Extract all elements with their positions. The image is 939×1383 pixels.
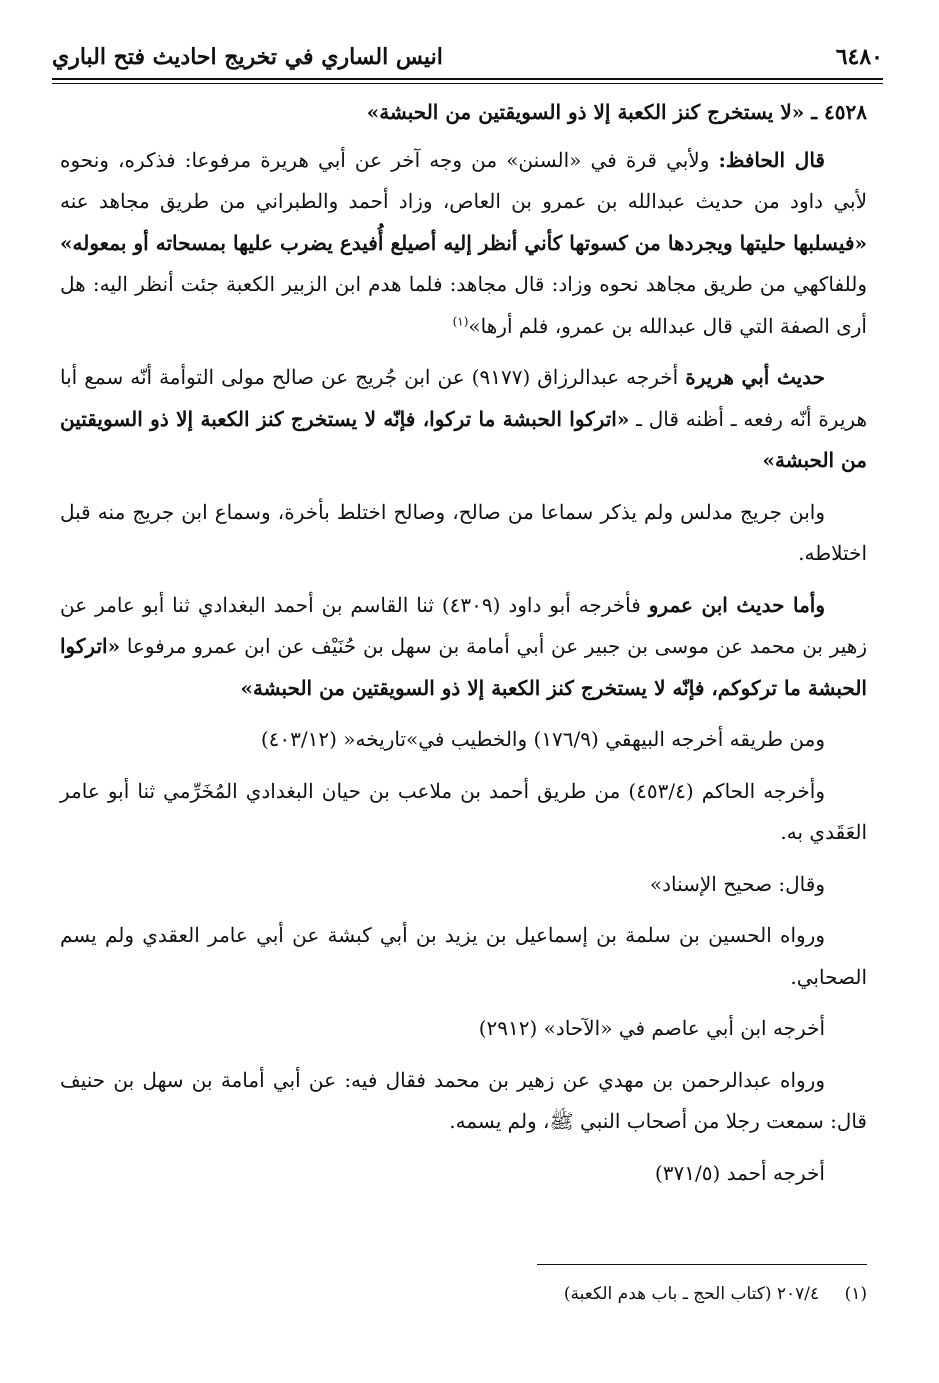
paragraph-text: وقال: صحيح الإسناد» xyxy=(649,871,825,896)
page-header xyxy=(52,40,883,74)
paragraph-ibn-mahdi xyxy=(60,1060,867,1143)
paragraph-text: وأخرجه الحاكم (٤٥٣/٤) من طريق أحمد بن ملاعب بن حيان البغدادي المُخَرِّمي ثنا أبو عامر العَقَدي به. xyxy=(60,778,867,844)
paragraph-ibn-jurayj xyxy=(60,492,867,575)
section-label: حديث أبي هريرة xyxy=(685,365,826,389)
footnote-marker: (١) xyxy=(452,313,469,328)
paragraph-text: ورواه الحسين بن سلمة بن إسماعيل بن يزيد بن أبي كبشة عن أبي عامر العقدي ولم يسم الصحابي. xyxy=(60,923,867,989)
paragraph-ibn-abi-asim xyxy=(60,1008,867,1050)
paragraph-text: أخرجه عبدالرزاق (٩١٧٧) عن ابن جُريج عن صالح مولى التوأمة أنّه سمع أبا هريرة أنّه رفعه ـ أظنه قال ـ xyxy=(60,365,867,431)
header-rule xyxy=(52,78,883,84)
quoted-hadith: «اتركوا الحبشة ما تركوا، فإنّه لا يستخرج كنز الكعبة إلا ذو السويقتين من الحبشة» xyxy=(60,406,867,472)
footnote-rule xyxy=(537,1264,867,1265)
footnote-number: (١) xyxy=(844,1284,867,1304)
hafiz-label: قال الحافظ: xyxy=(718,147,825,172)
paragraph-ibn-amr xyxy=(60,585,867,710)
quoted-addition: «فيسلبها حليتها ويجردها من كسوتها كأني أنظر إليه أصيلع أُفيدع يضرب عليها بمسحاته أو بمعوله» xyxy=(60,230,867,255)
paragraph-text: وللفاكهي من طريق مجاهد نحوه وزاد: قال مجاهد: فلما هدم ابن الزبير الكعبة جئت أنظر اليه: هل أرى الصفة التي قال عبدالله بن عمرو، فلم أرها» xyxy=(60,272,867,338)
paragraph-husayn xyxy=(60,915,867,998)
footnote xyxy=(60,1280,867,1308)
book-title: انيس الساري في تخريج احاديث فتح الباري xyxy=(52,44,443,70)
paragraph-text: أخرجه أحمد (٣٧١/٥) xyxy=(654,1160,825,1185)
footnote-text: ٢٠٧/٤ (كتاب الحج ـ باب هدم الكعبة) xyxy=(563,1284,820,1304)
quoted-hadith: «اتركوا الحبشة ما تركوكم، فإنّه لا يستخرج كنز الكعبة إلا ذو السويقتين من الحبشة» xyxy=(60,634,867,700)
hadith-number: ٤٥٢٨ xyxy=(824,100,867,124)
paragraph-hakim xyxy=(60,771,867,854)
paragraph-sahih xyxy=(60,864,867,906)
paragraph-text: فأخرجه أبو داود (٤٣٠٩) ثنا القاسم بن أحمد البغدادي ثنا أبو عامر عن زهير بن محمد عن موسى بن جبير عن أبي أمامة بن سهل بن حُنَيْف عن ابن عمرو مرفوعا xyxy=(60,592,867,658)
page-number: ٦٤٨٠ xyxy=(835,44,883,70)
paragraph-text: وابن جريج مدلس ولم يذكر سماعا من صالح، وصالح اختلط بأخرة، وسماع ابن جريج منه قبل اختلاطه. xyxy=(60,499,867,565)
paragraph-ahmad xyxy=(60,1153,867,1195)
page-body xyxy=(60,92,867,1204)
paragraph-text: أخرجه ابن أبي عاصم في «الآحاد» (٢٩١٢) xyxy=(478,1016,825,1040)
paragraph-abu-hurayra xyxy=(60,357,867,482)
hadith-dash: ـ xyxy=(811,100,818,124)
hadith-heading xyxy=(60,92,867,134)
paragraph-text: ولأبي قرة في «السنن» من وجه آخر عن أبي هريرة مرفوعا: فذكره، ونحوه لأبي داود من حديث عبدالله بن عمرو بن العاص، وزاد أحمد والطبراني من طريق مجاهد عنه xyxy=(60,147,867,213)
paragraph-bayhaqi xyxy=(60,719,867,761)
hadith-text: «لا يستخرج كنز الكعبة إلا ذو السويقتين من الحبشة» xyxy=(366,100,805,124)
paragraph-hafiz xyxy=(60,140,867,348)
section-label: وأما حديث ابن عمرو xyxy=(648,592,826,617)
paragraph-text: ومن طريقه أخرجه البيهقي (١٧٦/٩) والخطيب في»تاريخه« (٤٠٣/١٢) xyxy=(260,727,825,751)
paragraph-text: ورواه عبدالرحمن بن مهدي عن زهير بن محمد فقال فيه: عن أبي أمامة بن سهل بن حنيف قال: سمعت رجلا من أصحاب النبي ﷺ، ولم يسمه. xyxy=(60,1067,867,1133)
